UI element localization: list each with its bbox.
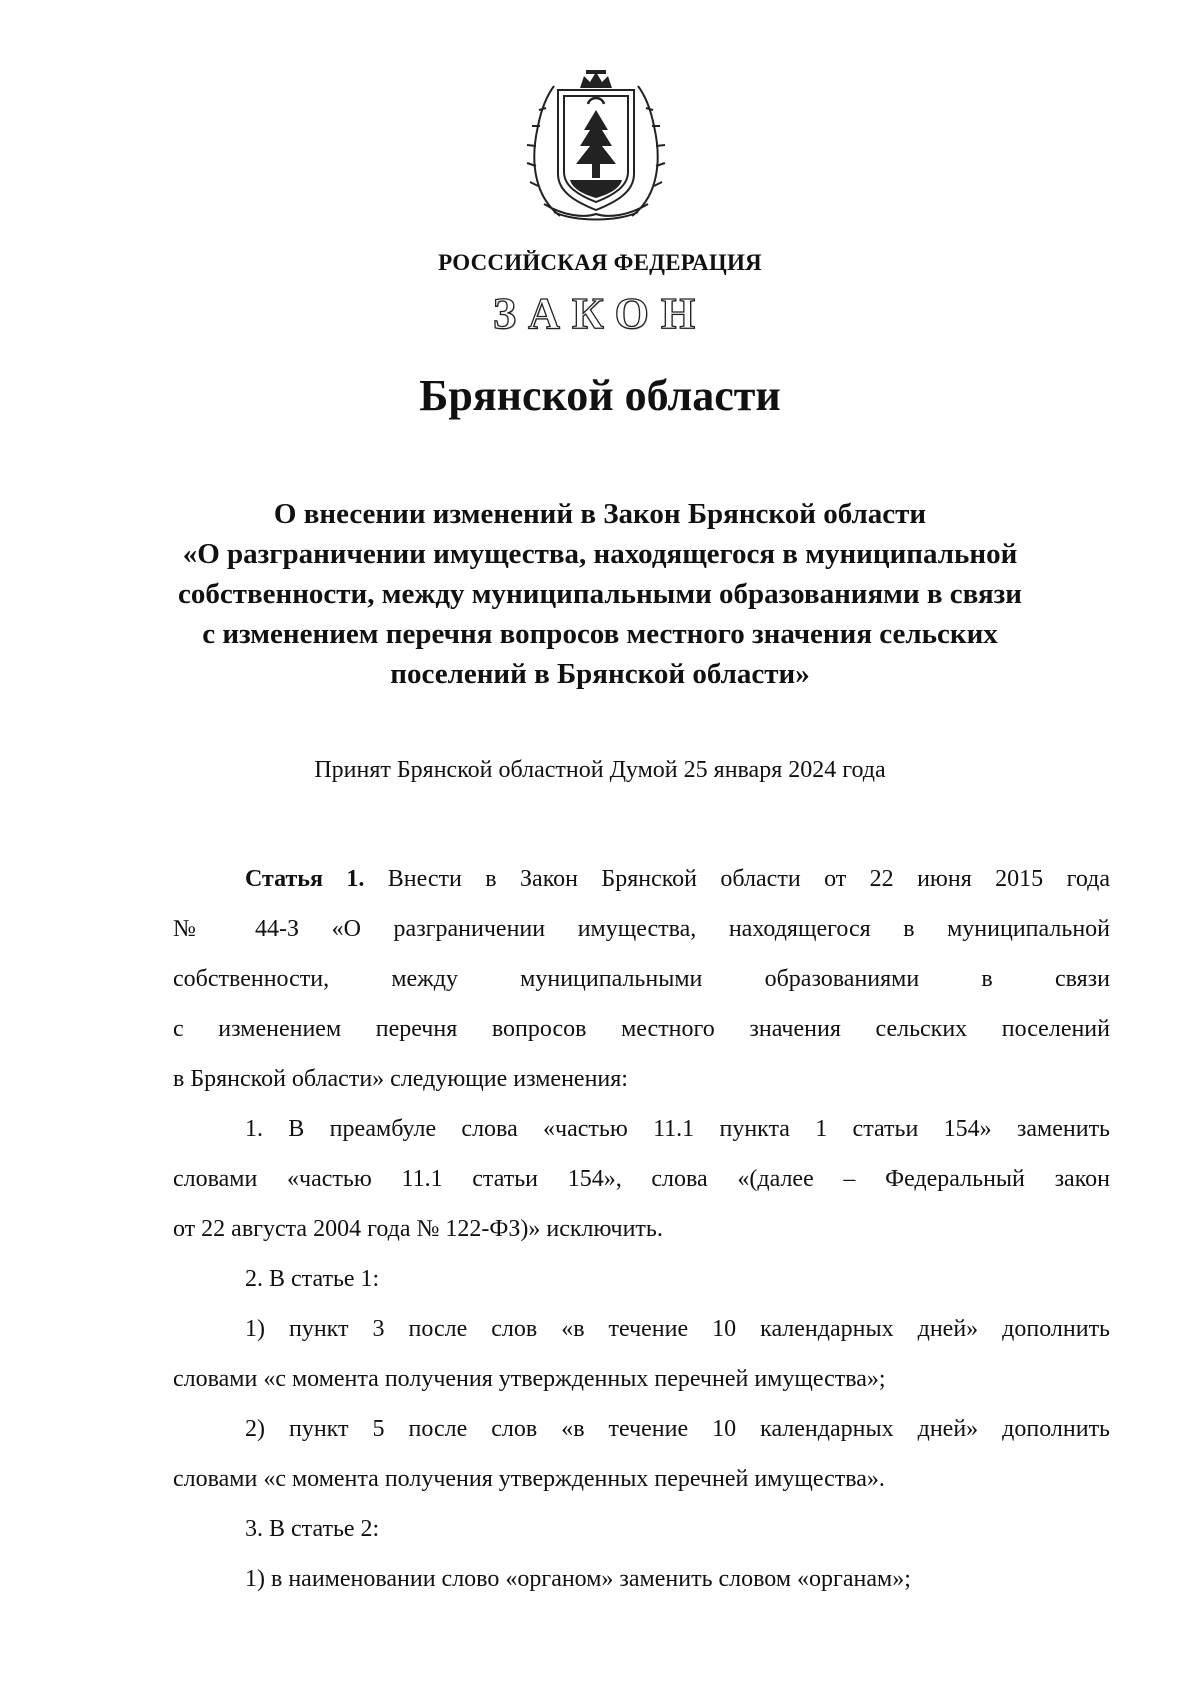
item-2-1-line: 1) пункт 3 после слов «в течение 10 календарных дней» дополнить: [245, 1316, 1110, 1342]
region-heading: Брянской области: [419, 371, 781, 420]
law-title-line: собственности, между муниципальными образованиями в связи: [177, 578, 1023, 610]
article-1-line: в Брянской области» следующие изменения:: [173, 1066, 628, 1092]
law-title-line: О внесении изменений в Закон Брянской области: [273, 498, 927, 530]
law-title-line: с изменением перечня вопросов местного значения сельских: [202, 618, 998, 650]
item-2-heading: 2. В статье 1:: [245, 1266, 380, 1292]
item-2-2-line: словами «с момента получения утвержденных перечней имущества».: [173, 1466, 885, 1492]
document-type-heading: ЗАКОН: [492, 289, 708, 338]
article-1-line: № 44-З «О разграничении имущества, находящегося в муниципальной: [173, 916, 1110, 942]
article-1-paragraph: [173, 854, 1110, 1104]
item-3-heading: 3. В статье 2:: [245, 1516, 380, 1542]
item-2-1-line: словами «с момента получения утвержденных перечней имущества»;: [173, 1366, 886, 1392]
article-1-line: собственности, между муниципальными образованиями в связи: [173, 966, 1110, 992]
item-1-line: 1. В преамбуле слова «частью 11.1 пункта 1 статьи 154» заменить: [245, 1116, 1110, 1142]
coat-of-arms-emblem: [524, 66, 668, 224]
article-1-line: с изменением перечня вопросов местного значения сельских поселений: [173, 1016, 1110, 1042]
item-1-paragraph: [173, 1104, 1110, 1254]
article-1-first-line: [173, 854, 1110, 904]
item-1-line: от 22 августа 2004 года № 122-ФЗ)» исключить.: [173, 1216, 663, 1242]
law-title: [0, 494, 1200, 694]
article-heading: Статья 1.: [245, 866, 365, 892]
item-3-1-paragraph: 1) в наименовании слово «органом» заменить словом «органам»;: [245, 1566, 911, 1592]
article-1-text: Внести в Закон Брянской области от 22 июня 2015 года: [387, 866, 1110, 892]
item-2-2-line: 2) пункт 5 после слов «в течение 10 календарных дней» дополнить: [245, 1416, 1110, 1442]
law-title-line: «О разграничении имущества, находящегося в муниципальной: [182, 538, 1018, 570]
item-1-line: словами «частью 11.1 статьи 154», слова «(далее – Федеральный закон: [173, 1166, 1110, 1192]
item-2-2-paragraph: [173, 1404, 1110, 1504]
law-body: [173, 854, 1110, 1604]
law-title-line: поселений в Брянской области»: [390, 658, 810, 690]
adoption-note: Принят Брянской областной Думой 25 января 2024 года: [314, 757, 886, 783]
country-heading: РОССИЙСКАЯ ФЕДЕРАЦИЯ: [438, 250, 762, 275]
item-2-1-paragraph: [173, 1304, 1110, 1404]
